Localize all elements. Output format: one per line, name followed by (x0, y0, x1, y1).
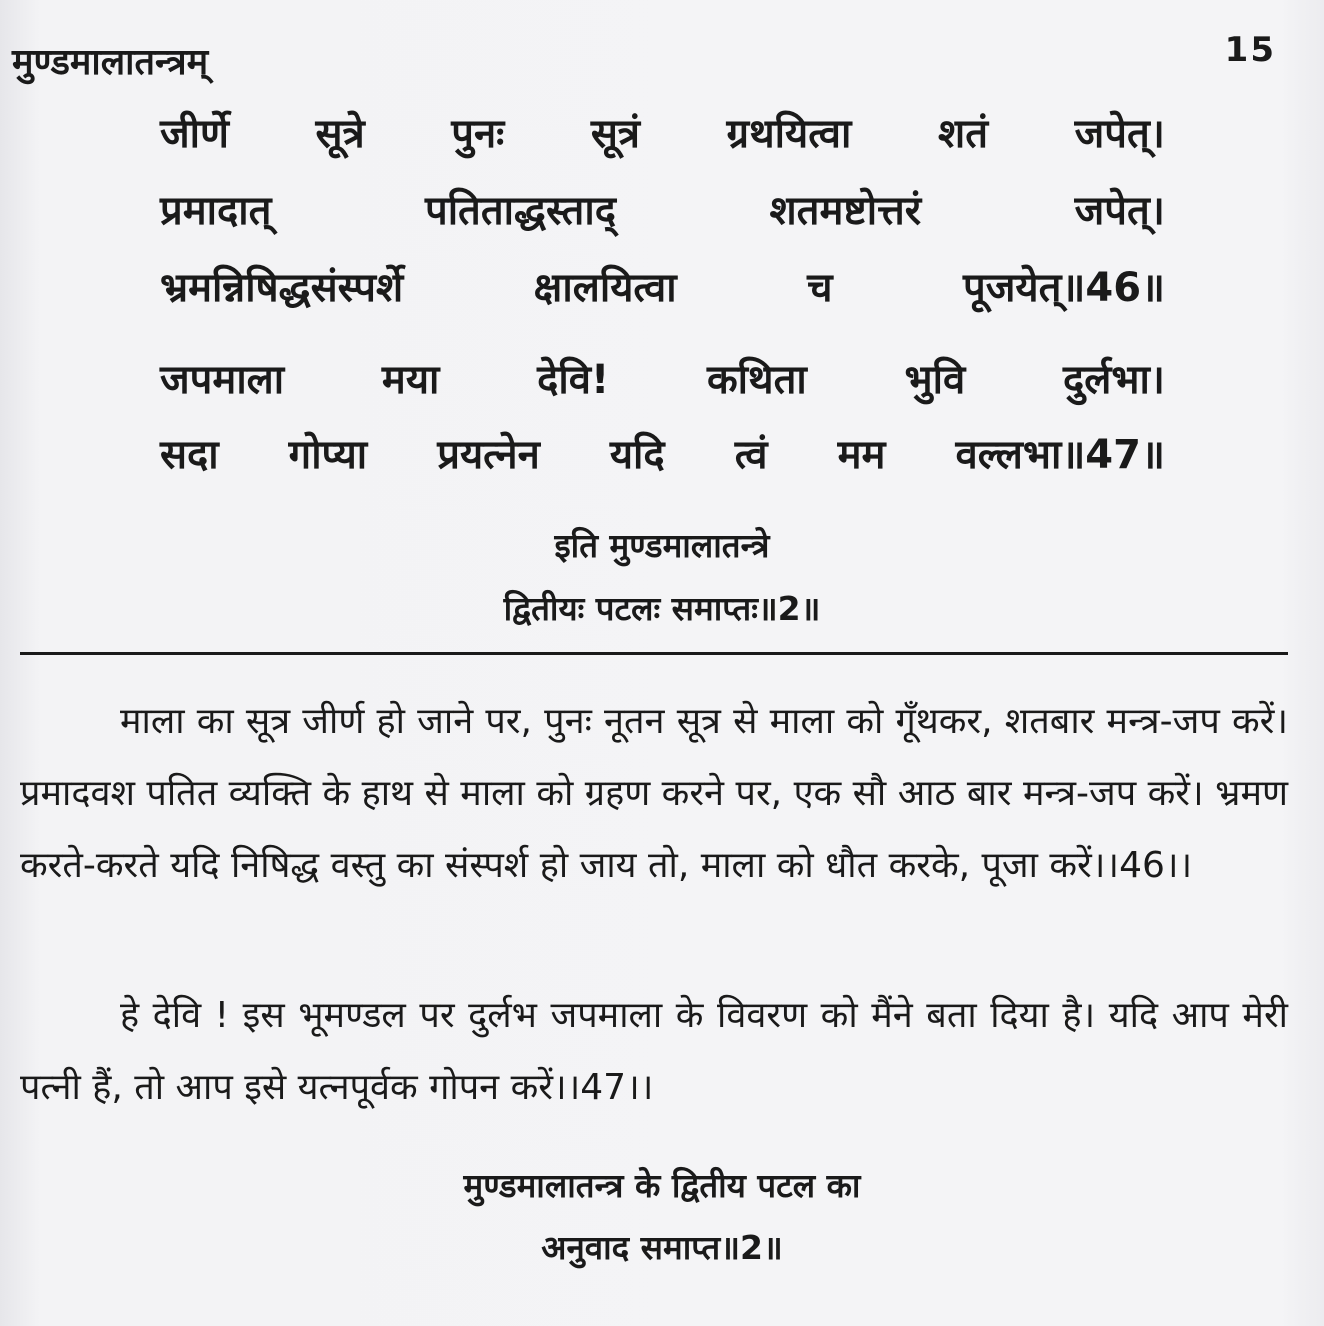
verse-47 (160, 350, 1165, 500)
verse-word: शतं (938, 111, 988, 157)
verse-word: सदा (160, 432, 219, 478)
section-divider (20, 652, 1288, 655)
verse-line (160, 350, 1165, 425)
verse-word: शतमष्टोत्तरं (769, 188, 922, 234)
verse-word: क्षालयित्वा (533, 265, 677, 311)
verse-word: भुवि (904, 357, 966, 403)
verse-word: प्रयत्नेन (437, 432, 540, 478)
verse-word: भ्रमन्निषिद्धसंस्पर्शे (160, 265, 404, 311)
running-title: मुण्डमालातन्त्रम् (12, 42, 209, 83)
verse-word: पुनः (451, 111, 505, 157)
verse-word: सूत्रं (590, 111, 640, 157)
verse-word: प्रमादात् (160, 188, 272, 234)
verse-line (160, 425, 1165, 500)
verse-word: कथिता (706, 357, 807, 403)
verse-word: यदि (609, 432, 665, 478)
verse-line (160, 104, 1165, 181)
verse-word: गोप्या (288, 432, 368, 478)
verse-word: मया (381, 357, 440, 403)
verse-line (160, 258, 1165, 335)
verse-word: जपमाला (160, 357, 285, 403)
verse-word: त्वं (734, 432, 768, 478)
verse-word: जपेत्। (1074, 188, 1165, 234)
verse-word: वल्लभा॥47॥ (955, 432, 1165, 478)
hindi-colophon-line-1: मुण्डमालातन्त्र के द्वितीय पटल का (463, 1166, 861, 1205)
verse-word: जीर्णे (160, 111, 229, 157)
verse-word: मम (837, 432, 886, 478)
sanskrit-colophon-line-2: द्वितीयः पटलः समाप्तः॥2॥ (503, 589, 821, 628)
hindi-colophon-line-2: अनुवाद समाप्त॥2॥ (541, 1228, 783, 1267)
translation-paragraph-46: माला का सूत्र जीर्ण हो जाने पर, पुनः नूतन सूत्र से माला को गूँथकर, शतबार मन्त्र-जप करें। प्रमादवश पतित व्यक्ति के हाथ से माला को ग्रहण करने पर, एक सौ आठ बार मन्त्र-जप करें। भ्रमण करते-करते यदि निषिद्ध वस्तु का संस्पर्श हो जाय तो, माला को धौत करके, पूजा करें।।46।। (20, 701, 1288, 886)
verse-word: ग्रथयित्वा (726, 111, 852, 157)
verse-word: च (807, 265, 833, 311)
verse-word: दुर्लभा। (1062, 357, 1165, 403)
verse-46 (160, 104, 1165, 335)
verse-word: पूजयेत्॥46॥ (963, 265, 1165, 311)
verse-line (160, 181, 1165, 258)
sanskrit-colophon-line-1: इति मुण्डमालातन्त्रे (554, 526, 770, 565)
verse-word: देवि! (537, 357, 610, 403)
translation-paragraph-47: हे देवि ! इस भूमण्डल पर दुर्लभ जपमाला के विवरण को मैंने बता दिया है। यदि आप मेरी पत्नी हैं, तो आप इसे यत्नपूर्वक गोपन करें।।47।। (20, 995, 1288, 1108)
verse-word: पतिताद्धस्ताद् (424, 188, 616, 234)
verse-word: जपेत्। (1074, 111, 1165, 157)
page-number: 15 (1224, 30, 1276, 70)
verse-word: सूत्रे (315, 111, 365, 157)
